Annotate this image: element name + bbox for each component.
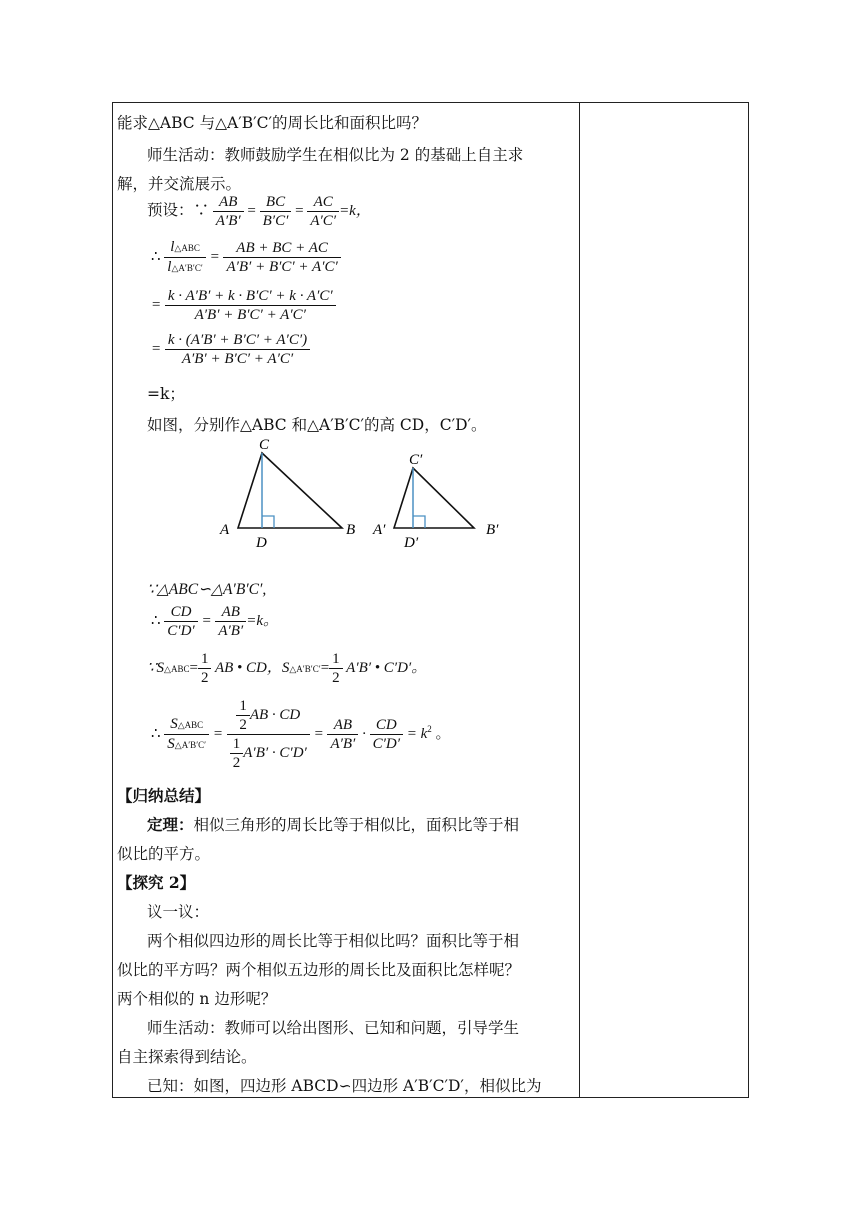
area-ratio: ∴ $\frac{\text{S△ABC}}{S\triangle A'B'C'}$ = $\frac{1}{2}$ AB · CD $\frac{1}{2}$ A′B′ · C′D′ = $\frac{AB}{A'B'}$ · $\frac{CD}{C'D'}$ = $k^2$ 。 [151, 698, 451, 771]
theorem-line-2: 似比的平方。 [117, 845, 211, 863]
perimeter-step-2: = $\frac{k \cdot A'B' + k \cdot B'C' + k \cdot A'C'}{A'B' + B'C' + A'C'}$ [151, 287, 336, 324]
question-2: 似比的平方吗？两个相似五边形的周长比及面积比怎样呢？ [117, 961, 521, 979]
eq-k: =k， [339, 202, 371, 219]
perimeter-fraction-left: $\frac{\text{l△ABC}}{l\triangle A'B'C'}$ [164, 238, 206, 277]
label-D: D [256, 535, 267, 550]
activity-2-line-1: 师生活动：教师可以给出图形、已知和问题，引导学生 [147, 1019, 520, 1037]
column-divider [579, 102, 580, 1098]
triangle-abc [238, 453, 342, 528]
fraction-ab: $\frac{AB}{A'B'}$ [213, 193, 244, 230]
activity-line-1: 师生活动：教师鼓励学生在相似比为 2 的基础上自主求 [147, 146, 524, 164]
area-formulas: ∵S△ABC= $\frac{1}{2}$ AB • CD，S△A′B′C′= $\frac{1}{2}$ A′B′ • C′D′。 [147, 651, 427, 686]
discuss-label: 议一议： [147, 903, 210, 921]
therefore-symbol: ∴ [151, 248, 161, 265]
activity-line-2: 解，并交流展示。 [117, 175, 242, 193]
fraction-ac: $\frac{AC}{A'C'}$ [307, 193, 339, 230]
perimeter-result: =k； [147, 385, 185, 403]
perimeter-ratio: ∴ $\frac{\text{l△ABC}}{l\triangle A'B'C'}$ = $\frac{AB + BC + AC}{A'B' + B'C' + A'C'}$ [151, 238, 341, 277]
label-A: A [220, 522, 230, 538]
given-line: 已知：如图，四边形 ABCD∽四边形 A′B′C′D′，相似比为 [147, 1077, 542, 1095]
right-angle-mark-2 [413, 516, 425, 528]
theorem-line-1: 定理：相似三角形的周长比等于相似比，面积比等于相 [147, 815, 520, 834]
preset-label: 预设：∵ [147, 200, 210, 219]
question-3: 两个相似的 n 边形呢？ [117, 990, 277, 1008]
figure-caption: 如图，分别作△ABC 和△A′B′C′的高 CD，C′D′。 [147, 416, 487, 434]
heading-explore-2: 【探究 2】 [117, 873, 196, 892]
perimeter-step-3: = $\frac{k \cdot (A'B' + B'C' + A'C')}{A'B' + B'C' + A'C'}$ [151, 331, 310, 368]
altitude-ratio: ∴ $\frac{CD}{C'D'}$ = $\frac{AB}{A'B'}$ =k。 [151, 604, 278, 639]
label-C: C [259, 437, 270, 453]
label-Bp: B′ [486, 522, 499, 538]
activity-2-line-2: 自主探索得到结论。 [117, 1048, 257, 1066]
question-1: 两个相似四边形的周长比等于相似比吗？面积比等于相 [147, 932, 520, 950]
perimeter-fraction-right: $\frac{AB + BC + AC}{A'B' + B'C' + A'C'}$ [223, 239, 340, 276]
label-B: B [346, 522, 356, 538]
fraction-bc: $\frac{BC}{B'C'}$ [260, 193, 292, 230]
triangles-figure [210, 435, 510, 550]
right-angle-mark [262, 516, 274, 528]
question-line: 能求△ABC 与△A′B′C′的周长比和面积比吗？ [117, 114, 428, 132]
similarity-statement: ∵△ABC∽△A′B′C′, [147, 581, 267, 598]
label-Ap: A′ [373, 522, 386, 538]
label-Cp: C′ [409, 452, 423, 468]
label-Dp: D′ [404, 535, 419, 550]
preset-equation: 预设：∵ $\frac{AB}{A'B'}$ = $\frac{BC}{B'C'}$ = $\frac{AC}{A'C'}$ =k， [147, 194, 371, 229]
triangle-apbpcp [394, 468, 474, 528]
heading-summary: 【归纳总结】 [117, 786, 211, 805]
